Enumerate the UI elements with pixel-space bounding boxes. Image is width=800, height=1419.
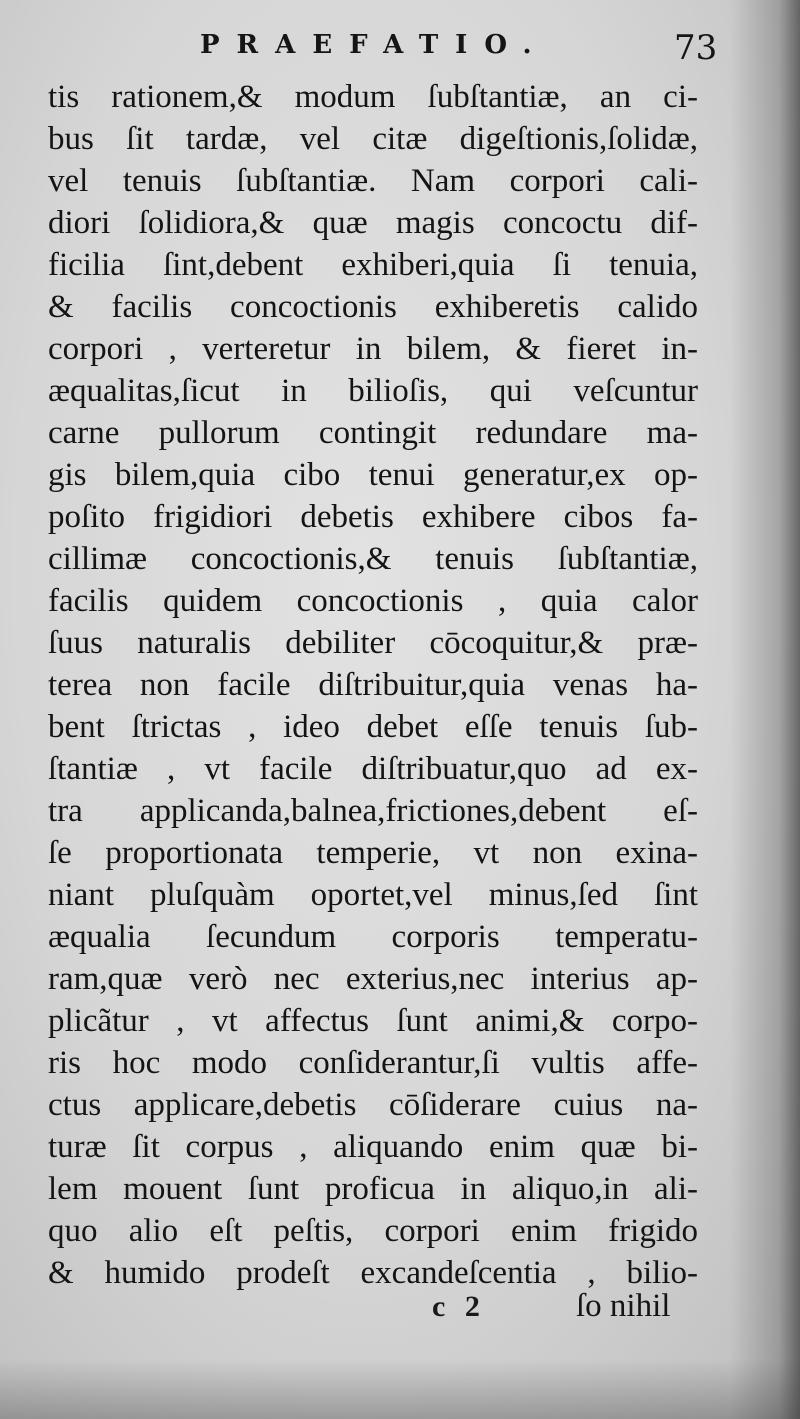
text-line: ſe proportionata temperie, vt non exina- — [48, 835, 698, 871]
running-head: PRAEFATIO. — [200, 30, 549, 60]
text-line: gis bilem,quia cibo tenui generatur,ex op- — [48, 457, 698, 493]
text-line: bent ſtrictas , ideo debet eſſe tenuis ſub- — [48, 709, 698, 745]
text-line: facilis quidem concoctionis , quia calor — [48, 583, 698, 619]
text-line: quo alio eſt peſtis, corpori enim frigido — [48, 1213, 698, 1249]
text-line: æqualia ſecundum corporis temperatu- — [48, 919, 698, 955]
page-bottom-shadow — [0, 1359, 800, 1419]
signature-mark: c 2 — [432, 1290, 480, 1323]
catchword: ſo nihil — [576, 1288, 671, 1324]
page-number: 73 — [674, 28, 718, 68]
page-edge-shadow — [730, 0, 800, 1419]
text-line: & humido prodeſt excandeſcentia , bilio- — [48, 1255, 698, 1291]
text-line: tra applicanda,balnea,frictiones,debent eſ- — [48, 793, 698, 829]
text-line: & facilis concoctionis exhiberetis calido — [48, 289, 698, 325]
text-line: bus ſit tardæ, vel citæ digeſtionis,ſolidæ, — [48, 121, 698, 157]
text-line: corpori , verteretur in bilem, & fieret in- — [48, 331, 698, 367]
text-line: lem mouent ſunt proficua in aliquo,in ali- — [48, 1171, 698, 1207]
text-line: diori ſolidiora,& quæ magis concoctu dif- — [48, 205, 698, 241]
text-line: ram,quæ verò nec exterius,nec interius ap- — [48, 961, 698, 997]
text-line: cillimæ concoctionis,& tenuis ſubſtantiæ, — [48, 541, 698, 577]
page-header — [0, 28, 800, 72]
text-line: ſuus naturalis debiliter cōcoquitur,& præ- — [48, 625, 698, 661]
text-line: ris hoc modo conſiderantur,ſi vultis affe- — [48, 1045, 698, 1081]
text-line: tis rationem,& modum ſubſtantiæ, an ci- — [48, 79, 698, 115]
text-line: niant pluſquàm oportet,vel minus,ſed ſint — [48, 877, 698, 913]
text-line: vel tenuis ſubſtantiæ. Nam corpori cali- — [48, 163, 698, 199]
text-line: terea non facile diſtribuitur,quia venas ha- — [48, 667, 698, 703]
text-line: carne pullorum contingit redundare ma- — [48, 415, 698, 451]
body-text — [48, 76, 698, 1294]
page-footer — [0, 1288, 800, 1334]
text-line: poſito frigidiori debetis exhibere cibos fa- — [48, 499, 698, 535]
text-line: ficilia ſint,debent exhiberi,quia ſi tenuia, — [48, 247, 698, 283]
text-line: turæ ſit corpus , aliquando enim quæ bi- — [48, 1129, 698, 1165]
text-line: æqualitas,ſicut in bilioſis, qui veſcuntur — [48, 373, 698, 409]
text-line: ctus applicare,debetis cōſiderare cuius na- — [48, 1087, 698, 1123]
text-line: ſtantiæ , vt facile diſtribuatur,quo ad ex- — [48, 751, 698, 787]
text-line: plicãtur , vt affectus ſunt animi,& corpo- — [48, 1003, 698, 1039]
